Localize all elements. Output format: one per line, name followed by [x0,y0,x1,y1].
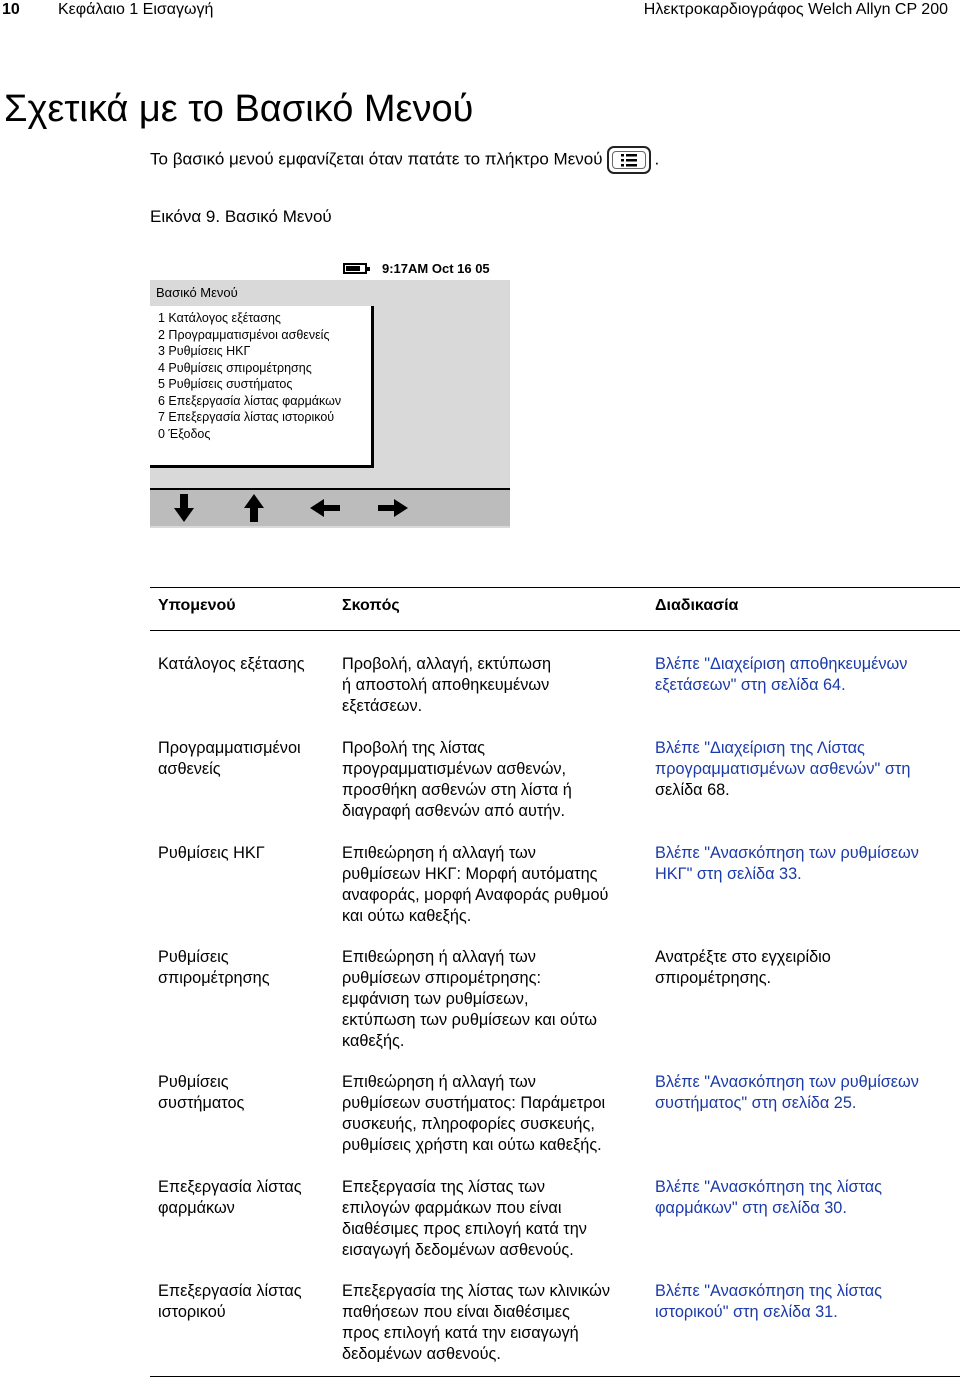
menu-item[interactable]: 4 Ρυθμίσεις σπιρομέτρησης [158,360,312,375]
cell-line: Προβολή, αλλαγή, εκτύπωση [342,655,552,673]
cell-line: καθεξής. [342,1032,405,1050]
cell-line: συστήματος [158,1094,245,1112]
table-row-submenu [158,1177,338,1219]
table-row-procedure-link[interactable] [655,843,955,885]
cell-line: εισαγωγή δεδομένων ασθενούς. [342,1241,574,1259]
cell-line: Επεξεργασία της λίστας των [342,1178,546,1196]
cell-line: Βλέπε "Ανασκόπηση των ρυθμίσεων [655,1073,919,1091]
arrow-up-icon[interactable] [220,492,288,524]
cell-line: διαθέσιμες προς επιλογή κατά την [342,1220,587,1238]
intro-suffix: . [654,149,660,169]
cell-line: ρυθμίσεων συστήματος: Παράμετροι [342,1094,606,1112]
cell-line: εμφάνιση των ρυθμίσεων, [342,990,529,1008]
cell-line: Βλέπε "Ανασκόπηση της λίστας [655,1178,883,1196]
cell-line: προγραμματισμένων ασθενών" στη [655,760,911,778]
cell-line: ή αποστολή αποθηκευμένων [342,676,550,694]
menu-title: Βασικό Μενού [150,280,368,306]
table-row-submenu [158,738,338,780]
header-procedure: Διαδικασία [655,597,739,614]
table-row-purpose [342,738,647,822]
menu-list-box [150,306,374,468]
cell-line: Προβολή της λίστας [342,739,486,757]
table-top-rule [150,587,960,588]
menu-item[interactable]: 3 Ρυθμίσεις ΗΚΓ [158,344,251,358]
cell-line: διαγραφή ασθενών από αυτήν. [342,802,566,820]
table-header-rule [150,630,960,631]
cell-line: εξετάσεων. [342,697,423,715]
cell-line: ρυθμίσεων ΗΚΓ: Μορφή αυτόματης [342,865,598,883]
cell-line: ΗΚΓ" στη σελίδα 33. [655,865,802,883]
cell-line: δεδομένων ασθενούς. [342,1345,501,1363]
cell-line: Προγραμματισμένοι [158,739,301,757]
table-row-procedure-link[interactable] [655,738,955,801]
cell-line: σελίδα 68. [655,781,730,799]
arrow-down-icon[interactable] [150,492,218,524]
table-row-submenu [158,843,338,864]
table-row-purpose [342,843,647,927]
table-row-procedure-link[interactable] [655,654,955,696]
cell-line: Βλέπε "Διαχείριση αποθηκευμένων [655,655,908,673]
cell-line: εκτύπωση των ρυθμίσεων και ούτω [342,1011,597,1029]
cell-line: Επιθεώρηση ή αλλαγή των [342,948,536,966]
battery-icon [343,263,367,274]
table-row-procedure-link[interactable] [655,1177,955,1219]
cell-line: Κατάλογος εξέτασης [158,655,305,673]
cell-line: σπιρομέτρησης [158,969,270,987]
cell-line: Βλέπε "Διαχείριση της Λίστας [655,739,865,757]
cell-line: ασθενείς [158,760,221,778]
table-row-purpose [342,1177,647,1261]
menu-item[interactable]: 6 Επεξεργασία λίστας φαρμάκων [158,393,342,408]
status-bar [150,258,510,280]
cell-line: προγραμματισμένων ασθενών, [342,760,567,778]
cell-line: φαρμάκων" στη σελίδα 30. [655,1199,847,1217]
cell-line: ρυθμίσεων σπιρομέτρησης: [342,969,541,987]
intro-text: Το βασικό μενού εμφανίζεται όταν πατάτε το πλήκτρο Μενού [150,149,603,169]
cell-line: παθήσεων που είναι διαθέσιμες [342,1303,570,1321]
soft-key-bar [150,488,510,526]
header-submenu: Υπομενού [158,597,236,614]
menu-key-icon [607,146,651,174]
cell-line: προς επιλογή κατά την εισαγωγή [342,1324,579,1342]
intro-paragraph [150,146,659,174]
table-row-submenu [158,1281,338,1323]
cell-line: εξετάσεων" στη σελίδα 64. [655,676,846,694]
table-row-submenu [158,947,338,989]
product-header: Ηλεκτροκαρδιογράφος Welch Allyn CP 200 [643,1,948,18]
table-row-submenu [158,1072,338,1114]
table-row-purpose [342,1072,647,1156]
menu-item[interactable]: 0 Έξοδος [158,426,211,441]
cell-line: Επεξεργασία λίστας [158,1282,302,1300]
cell-line: συστήματος" στη σελίδα 25. [655,1094,857,1112]
menu-item[interactable]: 2 Προγραμματισμένοι ασθενείς [158,327,330,342]
device-screen [150,258,510,528]
header-purpose: Σκοπός [342,597,400,614]
cell-line: αναφοράς, μορφή Αναφοράς ρυθμού [342,886,609,904]
cell-line: και ούτω καθεξής. [342,907,472,925]
cell-line: Επεξεργασία λίστας [158,1178,302,1196]
table-row-procedure-link[interactable] [655,1072,955,1114]
cell-line: επιλογών φαρμάκων που είναι [342,1199,562,1217]
cell-line: Ρυθμίσεις ΗΚΓ [158,844,265,862]
cell-line: ιστορικού [158,1303,226,1321]
status-time: 9:17AM Oct 16 05 [382,261,490,276]
cell-line: Επιθεώρηση ή αλλαγή των [342,844,536,862]
chapter-header: Κεφάλαιο 1 Εισαγωγή [58,1,214,18]
page-title: Σχετικά με το Βασικό Μενού [4,88,474,130]
cell-line: συσκευής, πληροφορίες συσκευής, [342,1115,595,1133]
cell-line: φαρμάκων [158,1199,235,1217]
page-number: 10 [2,1,20,18]
menu-list [150,306,371,442]
cell-line: Επεξεργασία της λίστας των κλινικών [342,1282,610,1300]
cell-line: ρυθμίσεις χρήστη και ούτω καθεξής. [342,1136,602,1154]
cell-line: Ρυθμίσεις [158,948,229,966]
cell-line: Βλέπε "Ανασκόπηση της λίστας [655,1282,883,1300]
menu-item[interactable]: 7 Επεξεργασία λίστας ιστορικού [158,410,335,424]
cell-line: σπιρομέτρησης. [655,969,772,987]
table-row-procedure [655,947,955,989]
menu-item[interactable]: 5 Ρυθμίσεις συστήματος [158,377,293,391]
cell-line: Ρυθμίσεις [158,1073,229,1091]
menu-item[interactable]: 1 Κατάλογος εξέτασης [158,311,281,325]
cell-line: προσθήκη ασθενών στη λίστα ή [342,781,572,799]
cell-line: ιστορικού" στη σελίδα 31. [655,1303,838,1321]
cell-line: Ανατρέξτε στο εγχειρίδιο [655,948,831,966]
table-row-procedure-link[interactable] [655,1281,955,1323]
table-row-purpose [342,654,647,717]
arrow-left-icon[interactable] [290,492,358,524]
cell-line: Επιθεώρηση ή αλλαγή των [342,1073,536,1091]
table-row-submenu [158,654,338,675]
figure-caption: Εικόνα 9. Βασικό Μενού [150,207,332,226]
table-bottom-rule [150,1376,960,1377]
table-row-purpose [342,1281,647,1365]
cell-line: Βλέπε "Ανασκόπηση των ρυθμίσεων [655,844,919,862]
arrow-right-icon[interactable] [360,492,428,524]
table-row-purpose [342,947,647,1052]
